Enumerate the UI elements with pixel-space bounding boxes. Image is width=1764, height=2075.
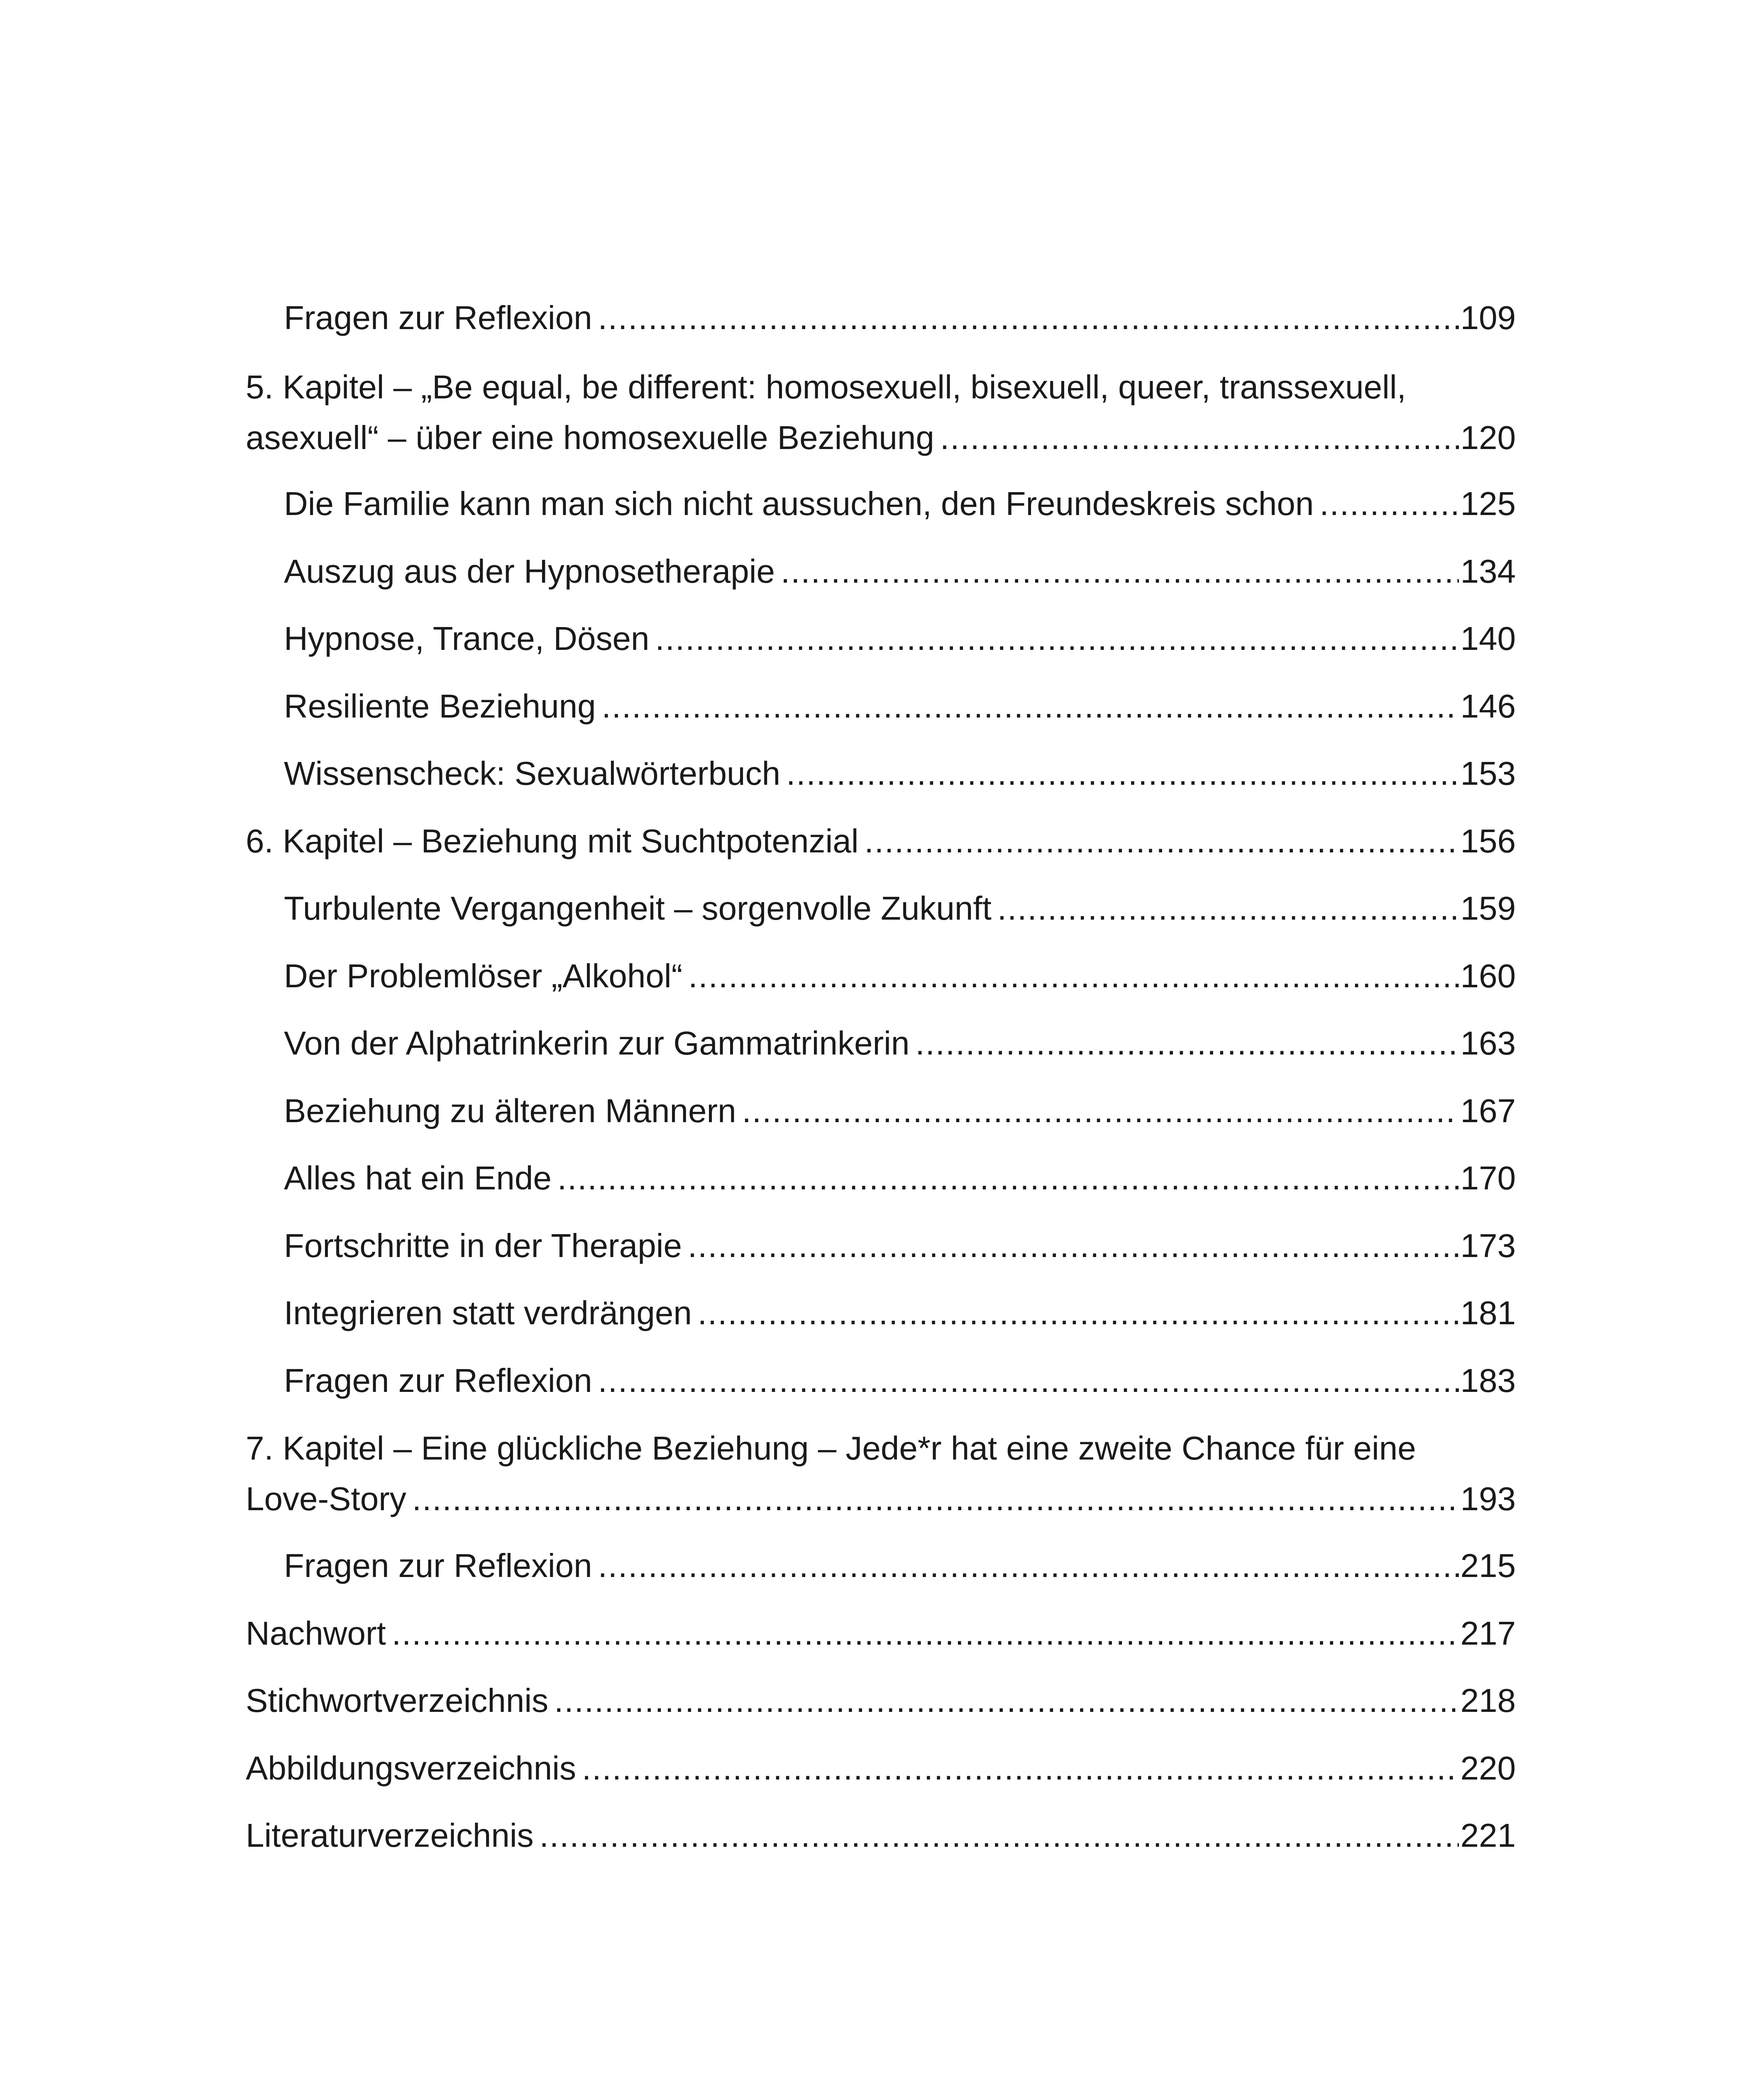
dot-leader (1319, 478, 1459, 529)
toc-entry-page: 167 (1460, 1092, 1516, 1129)
toc-entry-page: 173 (1460, 1227, 1516, 1264)
toc-entry (284, 1153, 1516, 1204)
dot-leader (655, 613, 1459, 664)
toc-entry-title: Fragen zur Reflexion (284, 1547, 592, 1584)
toc-chapter-entry (246, 1423, 1516, 1524)
toc-entry-page: 170 (1460, 1160, 1516, 1196)
dot-leader (915, 1018, 1459, 1069)
toc-entry-page: 163 (1460, 1025, 1516, 1062)
toc-entry (284, 1355, 1516, 1406)
toc-chapter-entry (246, 816, 1516, 867)
toc-entry-page: 120 (1460, 419, 1516, 456)
toc-entry-title: Fragen zur Reflexion (284, 299, 592, 336)
dot-leader (540, 1810, 1459, 1861)
toc-entry (246, 1608, 1516, 1659)
dot-leader (688, 1221, 1459, 1271)
toc-entry (284, 546, 1516, 597)
toc-entry-page: 109 (1460, 299, 1516, 336)
toc-entry-page: 193 (1460, 1480, 1516, 1517)
toc-entry (246, 1743, 1516, 1794)
toc-entry-page: 160 (1460, 957, 1516, 994)
toc-entry (284, 951, 1516, 1001)
dot-leader (582, 1743, 1459, 1794)
toc-entry-page: 125 (1460, 485, 1516, 522)
toc-entry-title: Fortschritte in der Therapie (284, 1227, 682, 1264)
toc-entry-title: Abbildungsverzeichnis (246, 1750, 577, 1787)
toc-entry-title: Resiliente Beziehung (284, 688, 596, 725)
dot-leader (940, 413, 1459, 463)
toc-entry-page: 156 (1460, 823, 1516, 859)
toc-entry-title: Hypnose, Trance, Dösen (284, 620, 650, 657)
toc-entry (284, 613, 1516, 664)
dot-leader (392, 1608, 1459, 1659)
toc-entry-title: Integrieren statt verdrängen (284, 1294, 692, 1331)
toc-entry-title: Love-Story (246, 1480, 406, 1517)
toc-entry (284, 681, 1516, 732)
dot-leader (786, 748, 1459, 799)
toc-entry-title: Die Familie kann man sich nicht aussuchen, den Freundeskreis schon (284, 485, 1314, 522)
dot-leader (598, 1355, 1459, 1406)
toc-entry-title: asexuell“ – über eine homosexuelle Beziehung (246, 419, 934, 456)
toc-entry-page: 221 (1460, 1817, 1516, 1854)
toc-entry (284, 1540, 1516, 1591)
toc-entry-title: Wissenscheck: Sexualwörterbuch (284, 755, 781, 792)
dot-leader (598, 293, 1459, 343)
dot-leader (781, 546, 1459, 597)
toc-entry (284, 1018, 1516, 1069)
dot-leader (864, 816, 1459, 867)
toc-chapter-entry (246, 362, 1516, 463)
toc-entry (284, 883, 1516, 934)
toc-entry-page: 134 (1460, 553, 1516, 590)
dot-leader (698, 1288, 1459, 1338)
dot-leader (412, 1474, 1459, 1524)
toc-entry-title: Beziehung zu älteren Männern (284, 1092, 736, 1129)
toc-entry-page: 215 (1460, 1547, 1516, 1584)
toc-entry-title: Alles hat ein Ende (284, 1160, 552, 1196)
toc-entry-page: 183 (1460, 1362, 1516, 1399)
toc-entry-page: 140 (1460, 620, 1516, 657)
toc-entry (284, 1288, 1516, 1338)
dot-leader (602, 681, 1459, 732)
toc-entry (284, 293, 1516, 343)
toc-entry (284, 1221, 1516, 1271)
toc-entry-title: Auszug aus der Hypnosetherapie (284, 553, 775, 590)
toc-entry (246, 1810, 1516, 1861)
toc-entry-title: 6. Kapitel – Beziehung mit Suchtpotenzial (246, 823, 859, 859)
dot-leader (557, 1153, 1459, 1204)
toc-entry (246, 1675, 1516, 1726)
toc-entry (284, 1086, 1516, 1136)
dot-leader (742, 1086, 1459, 1136)
toc-entry-title-line1: 7. Kapitel – Eine glückliche Beziehung – Jede*r hat eine zweite Chance für eine (246, 1430, 1416, 1467)
toc-entry (284, 478, 1516, 529)
toc-entry-page: 220 (1460, 1750, 1516, 1787)
dot-leader (598, 1540, 1459, 1591)
dot-leader (997, 883, 1459, 934)
toc-entry-title-line1: 5. Kapitel – „Be equal, be different: homosexuell, bisexuell, queer, transsexuell, (246, 369, 1406, 405)
toc-entry-title: Turbulente Vergangenheit – sorgenvolle Zukunft (284, 890, 992, 927)
toc-entry-page: 159 (1460, 890, 1516, 927)
toc-entry-page: 153 (1460, 755, 1516, 792)
toc-entry-title: Von der Alphatrinkerin zur Gammatrinkerin (284, 1025, 910, 1062)
toc-entry-title: Stichwortverzeichnis (246, 1682, 549, 1719)
toc-entry-page: 217 (1460, 1615, 1516, 1652)
toc-entry (284, 748, 1516, 799)
dot-leader (554, 1675, 1459, 1726)
toc-entry-page: 218 (1460, 1682, 1516, 1719)
toc-entry-title: Fragen zur Reflexion (284, 1362, 592, 1399)
toc-entry-page: 181 (1460, 1294, 1516, 1331)
dot-leader (688, 951, 1459, 1001)
toc-entry-page: 146 (1460, 688, 1516, 725)
toc-entry-title: Der Problemlöser „Alkohol“ (284, 957, 683, 994)
toc-entry-title: Nachwort (246, 1615, 386, 1652)
toc-entry-title: Literaturverzeichnis (246, 1817, 534, 1854)
